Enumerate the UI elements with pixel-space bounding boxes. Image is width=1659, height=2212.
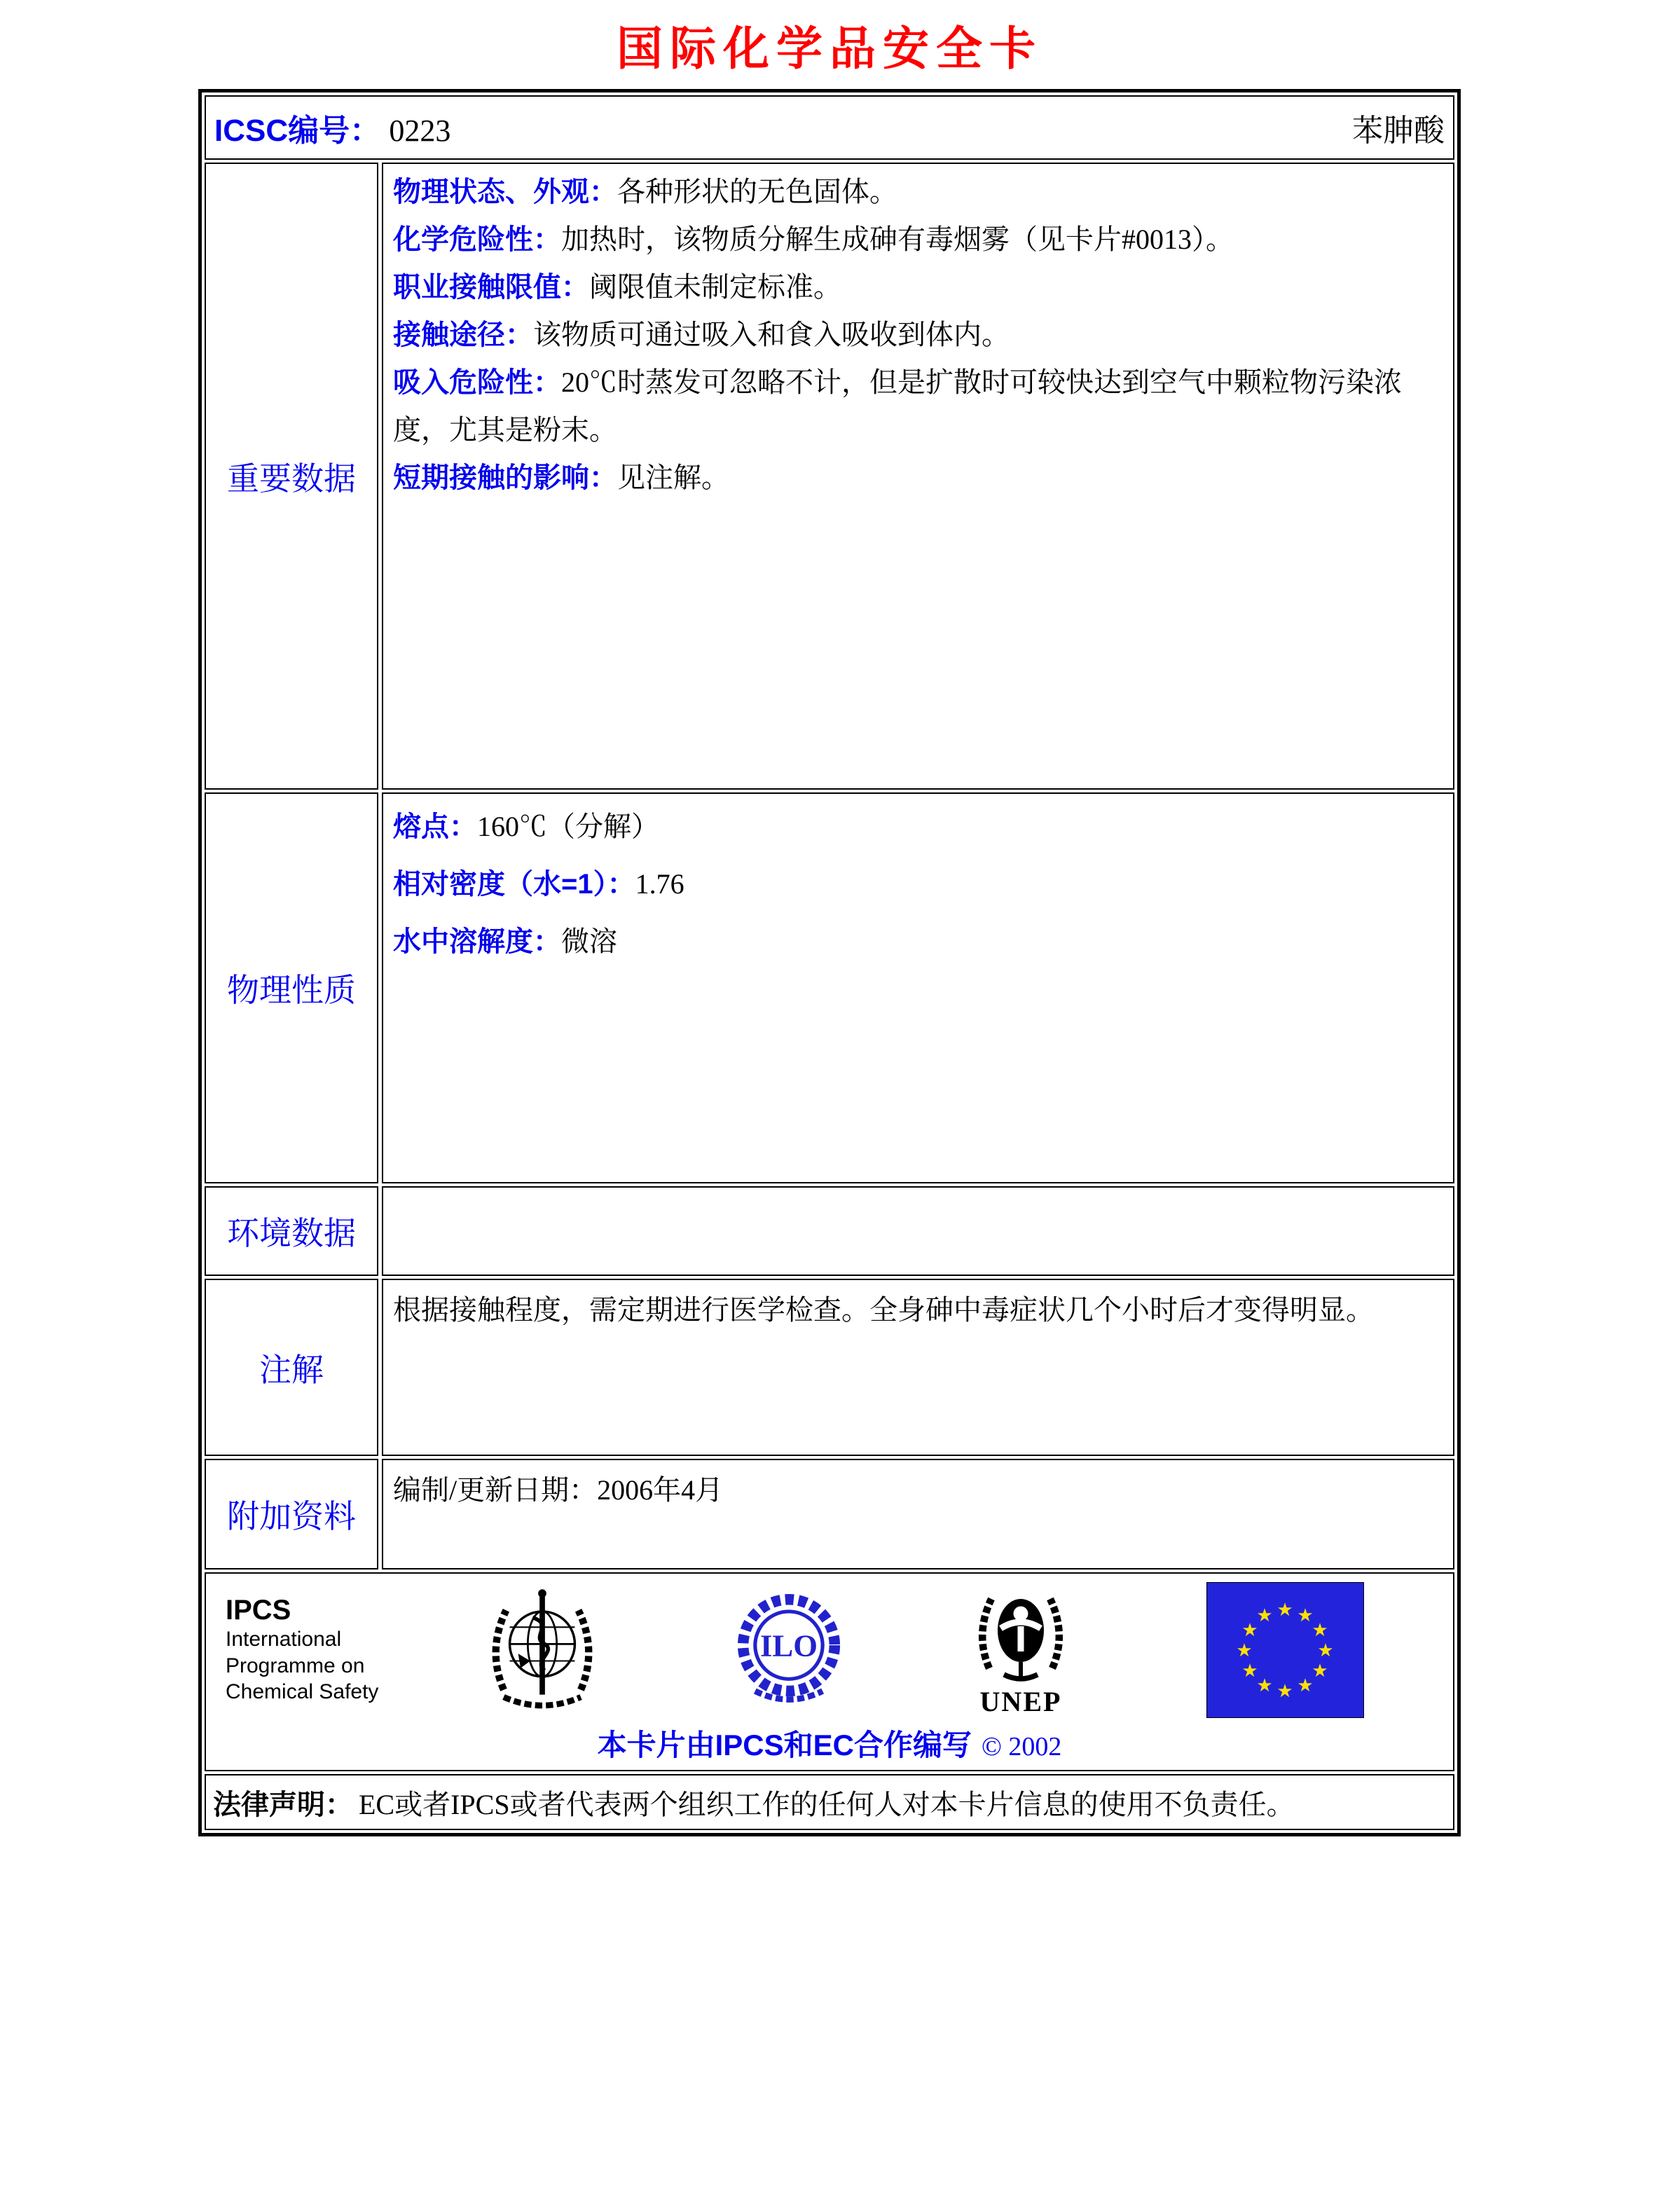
important-data-content: [382, 163, 1454, 790]
important-data-row: [205, 163, 1454, 790]
svg-text:★: ★: [1256, 1675, 1273, 1696]
svg-text:★: ★: [1312, 1660, 1328, 1681]
unep-logo-text: UNEP: [979, 1686, 1062, 1717]
svg-text:★: ★: [1276, 1599, 1293, 1620]
chemical-name: 苯胂酸: [1352, 114, 1445, 148]
ilo-logo-text: ILO: [759, 1628, 818, 1663]
ipcs-acronym: IPCS: [226, 1595, 291, 1626]
legal-label: 法律声明：: [213, 1789, 353, 1820]
ipcs-text-block: IPCS International Programme on Chemical Safety: [226, 1595, 436, 1705]
icsc-number-group: [214, 105, 450, 150]
icsc-number-label: ICSC编号：: [214, 114, 381, 148]
svg-text:★: ★: [1317, 1640, 1334, 1661]
svg-text:★: ★: [1241, 1660, 1258, 1681]
legal-row: [205, 1774, 1454, 1830]
svg-text:★: ★: [1241, 1619, 1258, 1640]
svg-text:★: ★: [1236, 1640, 1253, 1661]
additional-info-row: [205, 1459, 1454, 1569]
ilo-logo-icon: [729, 1590, 849, 1710]
unep-logo-icon: [968, 1582, 1073, 1687]
svg-text:★: ★: [1276, 1680, 1293, 1701]
additional-info-content: 编制/更新日期：2006年4月: [382, 1459, 1454, 1569]
physical-properties-row: [205, 792, 1454, 1183]
logos-line: [206, 1582, 1453, 1718]
cooperation-caption: 本卡片由IPCS和EC合作编写 © 2002: [597, 1729, 1062, 1761]
svg-text:★: ★: [1312, 1619, 1328, 1640]
physical-properties-heading: 物理性质: [205, 792, 378, 1183]
important-data-heading: 重要数据: [205, 163, 378, 790]
environmental-data-heading: 环境数据: [205, 1186, 378, 1276]
logos-cell: [205, 1572, 1454, 1771]
header-cell: [205, 95, 1454, 160]
field-melting-point: 熔点：160℃（分解）: [393, 811, 659, 842]
notes-content: 根据接触程度，需定期进行医学检查。全身砷中毒症状几个小时后才变得明显。: [382, 1279, 1454, 1456]
notes-heading: 注解: [205, 1279, 378, 1456]
environmental-data-row: [205, 1186, 1454, 1276]
field-occupational-limits: 职业接触限值：阈限值未制定标准。: [393, 271, 841, 303]
icsc-number-value: 0223: [389, 114, 451, 148]
svg-text:★: ★: [1256, 1605, 1273, 1626]
legal-text: EC或者IPCS或者代表两个组织工作的任何人对本卡片信息的使用不负责任。: [359, 1788, 1295, 1820]
field-physical-state: 物理状态、外观：各种形状的无色固体。: [393, 176, 897, 207]
notes-row: [205, 1279, 1454, 1456]
header-row: [205, 95, 1454, 160]
field-water-solubility: 水中溶解度：微溶: [393, 926, 617, 957]
eu-flag-icon: [1206, 1582, 1364, 1718]
field-relative-density: 相对密度（水=1）：1.76: [393, 868, 684, 900]
field-inhalation-risk: 吸入危险性：20℃时蒸发可忽略不计，但是扩散时可较快达到空气中颗粒物污染浓度，尤其是粉末。: [393, 366, 1402, 446]
physical-properties-content: [382, 792, 1454, 1183]
svg-text:★: ★: [1297, 1675, 1314, 1696]
legal-cell: [205, 1774, 1454, 1830]
environmental-data-content: [382, 1186, 1454, 1276]
field-exposure-routes: 接触途径：该物质可通过吸入和食入吸收到体内。: [393, 319, 1010, 350]
icsc-card: [198, 89, 1461, 1836]
logos-row: [205, 1572, 1454, 1771]
page-title: 国际化学品安全卡: [617, 22, 1042, 74]
field-short-term-effects: 短期接触的影响：见注解。: [393, 462, 729, 493]
svg-text:★: ★: [1297, 1605, 1314, 1626]
who-logo-icon: [482, 1584, 603, 1717]
field-chemical-danger: 化学危险性：加热时，该物质分解生成砷有毒烟雾（见卡片#0013）。: [393, 224, 1234, 255]
additional-info-heading: 附加资料: [205, 1459, 378, 1569]
unep-logo-block: [968, 1582, 1073, 1718]
